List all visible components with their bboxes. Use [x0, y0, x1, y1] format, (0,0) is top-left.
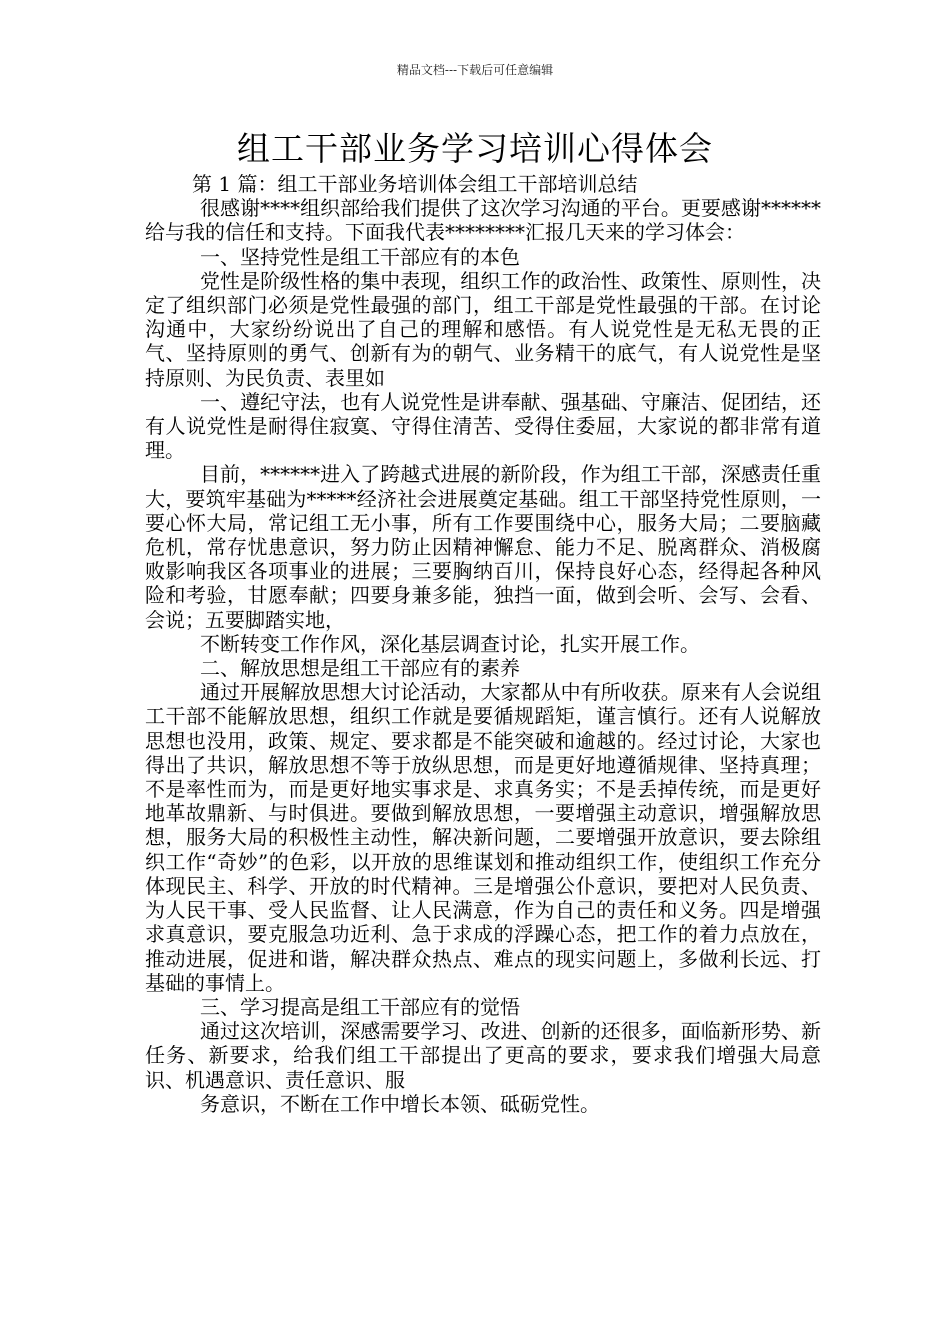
- paragraph: 通过这次培训，深感需要学习、改进、创新的还很多，面临新形势、新任务、新要求，给我们组工干部提出了更高的要求，要求我们增强大局意识、机遇意识、责任意识、服: [145, 1019, 821, 1092]
- header-note: 精品文档---下载后可任意编辑: [396, 63, 554, 77]
- paragraph: 务意识，不断在工作中增长本领、砥砺党性。: [200, 1091, 600, 1116]
- section-heading: 三、学习提高是组工干部应有的觉悟: [200, 994, 520, 1019]
- paragraph: 党性是阶级性格的集中表现，组织工作的政治性、政策性、原则性，决定了组织部门必须是党性最强的部门，组工干部是党性最强的干部。在讨论沟通中，大家纷纷说出了自己的理解和感悟。有人说党性是无私无畏的正气、坚持原则的勇气、创新有为的朝气、业务精干的底气，有人说党性是坚持原则、为民负责、表里如: [145, 268, 821, 390]
- section-heading: 二、解放思想是组工干部应有的素养: [200, 656, 520, 681]
- section-subtitle: 第 1 篇：组工干部业务培训体会组工干部培训总结: [192, 172, 638, 196]
- paragraph: 一、遵纪守法，也有人说党性是讲奉献、强基础、守廉洁、促团结，还有人说党性是耐得住寂寞、守得住清苦、受得住委屈，大家说的都非常有道理。: [145, 389, 821, 463]
- paragraph: 通过开展解放思想大讨论活动，大家都从中有所收获。原来有人会说组工干部不能解放思想，组织工作就是要循规蹈矩，谨言慎行。还有人说解放思想也没用，政策、规定、要求都是不能突破和逾越的。经过讨论，大家也得出了共识，解放思想不等于放纵思想，而是更好地遵循规律、坚持真理；不是率性而为，而是更好地实事求是、求真务实；不是丢掉传统，而是更好地革故鼎新、与时俱进。要做到解放思想，一要增强主动意识，增强解放思想，服务大局的积极性主动性，解决新问题，二要增强开放意识，要去除组织工作“奇妙”的色彩，以开放的思维谋划和推动组织工作，使组织工作充分体现民主、科学、开放的时代精神。三是增强公仆意识，要把对人民负责、为人民干事、受人民监督、让人民满意，作为自己的责任和义务。四是增强求真意识，要克服急功近利、急于求成的浮躁心态，把工作的着力点放在，推动进展，促进和谐，解决群众热点、难点的现实问题上，多做利长远、打基础的事情上。: [145, 680, 821, 995]
- paragraph: 不断转变工作作风，深化基层调查讨论，扎实开展工作。: [200, 631, 700, 656]
- document-body: [145, 172, 821, 1116]
- paragraph: 目前，******进入了跨越式进展的新阶段，作为组工干部，深感责任重大，要筑牢基础为*****经济社会进展奠定基础。组工干部坚持党性原则，一要心怀大局，常记组工无小事，所有工作要围绕中心，服务大局；二要脑藏危机，常存忧患意识，努力防止因精神懈怠、能力不足、脱离群众、消极腐败影响我区各项事业的进展；三要胸纳百川，保持良好心态，经得起各种风险和考验，甘愿奉献；四要身兼多能，独挡一面，做到会听、会写、会看、会说；五要脚踏实地，: [145, 462, 821, 632]
- paragraph: 很感谢****组织部给我们提供了这次学习沟通的平台。更要感谢******给与我的信任和支持。下面我代表********汇报几天来的学习体会：: [145, 196, 821, 245]
- section-heading: 一、坚持党性是组工干部应有的本色: [200, 244, 520, 269]
- document-title: 组工干部业务学习培训心得体会: [237, 129, 713, 168]
